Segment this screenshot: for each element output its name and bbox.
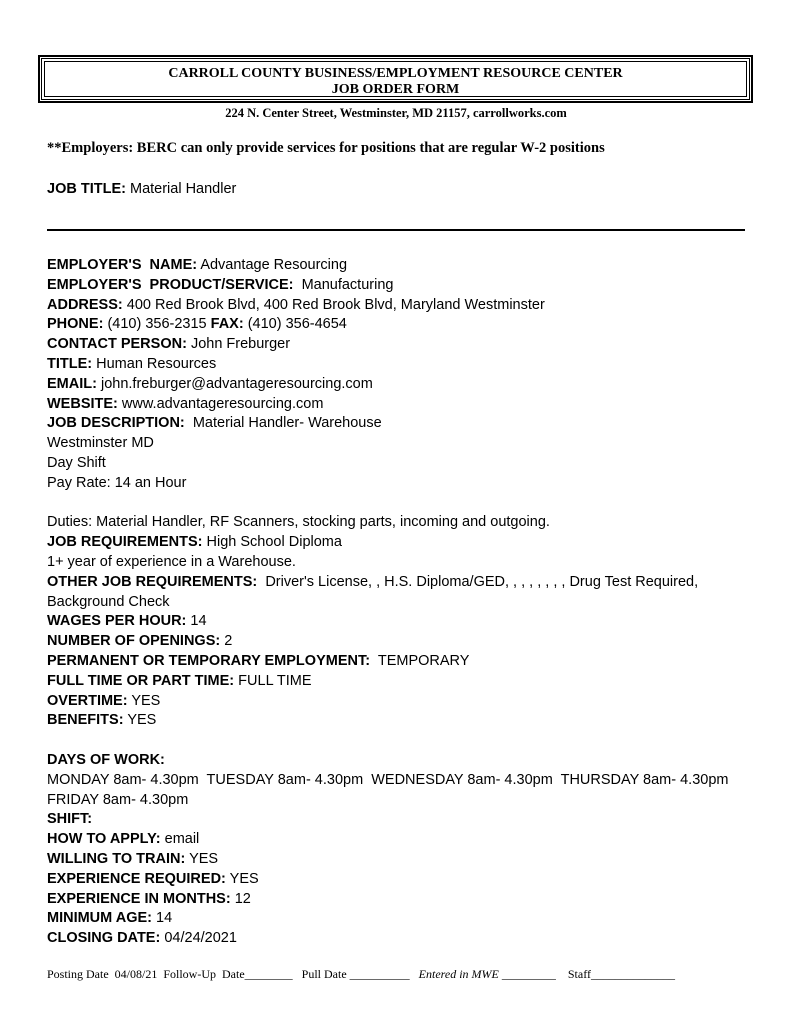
willing-to-train-value: YES xyxy=(189,850,219,867)
benefits-value: YES xyxy=(127,712,157,729)
address-row xyxy=(47,296,747,316)
other-requirements-value: Driver's License, , H.S. Diploma/GED, , , , , , , , Drug Test Required, xyxy=(265,573,699,590)
job-description-line: Pay Rate: 14 an Hour xyxy=(47,474,187,491)
experience-required-label: EXPERIENCE REQUIRED: xyxy=(47,870,226,887)
header-org-name: CARROLL COUNTY BUSINESS/EMPLOYMENT RESOURCE CENTER xyxy=(168,66,623,81)
job-title-value: Material Handler xyxy=(129,181,237,197)
wages-value: 14 xyxy=(190,613,207,630)
benefits-row xyxy=(47,711,747,731)
experience-months-row xyxy=(47,890,747,910)
shift-row xyxy=(47,810,747,830)
divider xyxy=(47,229,745,231)
openings-value: 2 xyxy=(224,633,233,650)
phone-label: PHONE: xyxy=(47,316,104,333)
minimum-age-value: 14 xyxy=(156,910,173,927)
how-to-apply-label: HOW TO APPLY: xyxy=(47,831,161,848)
other-requirements-label: OTHER JOB REQUIREMENTS: xyxy=(47,573,258,590)
contact-row xyxy=(47,335,747,355)
job-description-label: JOB DESCRIPTION: xyxy=(47,415,185,432)
header-address: 224 N. Center Street, Westminster, MD 21157, carrollworks.com xyxy=(225,106,567,120)
header-title-block xyxy=(44,61,747,97)
minimum-age-label: MINIMUM AGE: xyxy=(47,910,152,927)
days-of-work-line1: MONDAY 8am- 4.30pm TUESDAY 8am- 4.30pm WEDNESDAY 8am- 4.30pm THURSDAY 8am- 4.30pm xyxy=(47,771,729,788)
openings-row xyxy=(47,632,747,652)
employer-product-row xyxy=(47,276,747,296)
duties-line: Duties: Material Handler, RF Scanners, stocking parts, incoming and outgoing. xyxy=(47,514,550,531)
wages-row xyxy=(47,612,747,632)
full-time-label: FULL TIME OR PART TIME: xyxy=(47,672,235,689)
footer-tracking-line xyxy=(47,967,675,982)
entered-in-mwe-label: Entered in MWE xyxy=(418,967,499,981)
overtime-value: YES xyxy=(131,692,161,709)
employer-name-row xyxy=(47,256,747,276)
job-title-label: JOB TITLE: xyxy=(47,181,126,197)
days-of-work-line2: FRIDAY 8am- 4.30pm xyxy=(47,791,189,808)
fax-value: (410) 356-4654 xyxy=(247,316,347,333)
experience-months-value: 12 xyxy=(234,890,251,907)
fax-label: FAX: xyxy=(210,316,244,333)
entered-in-mwe-blank: _________ xyxy=(501,967,556,981)
website-row xyxy=(47,395,747,415)
employment-type-label: PERMANENT OR TEMPORARY EMPLOYMENT: xyxy=(47,652,371,669)
title-value: Human Resources xyxy=(96,355,217,372)
employer-product-value: Manufacturing xyxy=(301,276,394,293)
employment-type-row xyxy=(47,652,747,672)
openings-label: NUMBER OF OPENINGS: xyxy=(47,633,221,650)
phone-row xyxy=(47,315,747,335)
job-title-line xyxy=(47,181,236,197)
spacer xyxy=(47,494,747,514)
job-requirements-value: High School Diploma xyxy=(206,534,342,551)
full-time-value: FULL TIME xyxy=(238,672,312,689)
employment-type-value: TEMPORARY xyxy=(377,652,470,669)
how-to-apply-row xyxy=(47,830,747,850)
posting-date-label: Posting Date xyxy=(47,967,109,981)
job-order-fields xyxy=(47,256,747,949)
contact-value: John Freburger xyxy=(190,336,291,353)
overtime-row xyxy=(47,692,747,712)
website-label: WEBSITE: xyxy=(47,395,118,412)
follow-up-date: Follow-Up Date________ xyxy=(163,967,293,981)
staff-field: Staff______________ xyxy=(567,967,675,981)
address-value: 400 Red Brook Blvd, 400 Red Brook Blvd, Maryland Westminster xyxy=(126,296,545,313)
other-requirements-line2: Background Check xyxy=(47,593,170,610)
employer-product-label: EMPLOYER'S PRODUCT/SERVICE: xyxy=(47,276,294,293)
job-requirements-row xyxy=(47,533,747,553)
phone-value: (410) 356-2315 xyxy=(107,316,207,333)
job-description-row xyxy=(47,414,747,434)
closing-date-label: CLOSING DATE: xyxy=(47,930,161,947)
posting-date-value: 04/08/21 xyxy=(114,967,158,981)
title-row xyxy=(47,355,747,375)
job-requirements-line2: 1+ year of experience in a Warehouse. xyxy=(47,553,296,570)
closing-date-value: 04/24/2021 xyxy=(164,930,237,947)
contact-label: CONTACT PERSON: xyxy=(47,336,187,353)
pull-date: Pull Date __________ xyxy=(301,967,410,981)
willing-to-train-row xyxy=(47,850,747,870)
employer-notice: **Employers: BERC can only provide services for positions that are regular W-2 positions xyxy=(47,140,605,156)
website-value: www.advantageresourcing.com xyxy=(121,395,324,412)
wages-label: WAGES PER HOUR: xyxy=(47,613,187,630)
days-of-work-row xyxy=(47,751,747,771)
header-box xyxy=(39,56,752,102)
experience-months-label: EXPERIENCE IN MONTHS: xyxy=(47,890,231,907)
other-requirements-row xyxy=(47,573,747,593)
minimum-age-row xyxy=(47,909,747,929)
email-value: john.freburger@advantageresourcing.com xyxy=(100,375,373,392)
overtime-label: OVERTIME: xyxy=(47,692,128,709)
benefits-label: BENEFITS: xyxy=(47,712,124,729)
closing-date-row xyxy=(47,929,747,949)
how-to-apply-value: email xyxy=(164,831,200,848)
email-label: EMAIL: xyxy=(47,375,97,392)
address-label: ADDRESS: xyxy=(47,296,123,313)
job-requirements-label: JOB REQUIREMENTS: xyxy=(47,534,203,551)
job-description-line: Westminster MD xyxy=(47,435,154,452)
days-of-work-label: DAYS OF WORK: xyxy=(47,751,165,768)
employer-name-value: Advantage Resourcing xyxy=(200,257,348,273)
spacer xyxy=(47,731,747,751)
experience-required-row xyxy=(47,870,747,890)
shift-label: SHIFT: xyxy=(47,811,93,828)
employer-name-label: EMPLOYER'S NAME: xyxy=(47,257,198,273)
full-time-row xyxy=(47,672,747,692)
willing-to-train-label: WILLING TO TRAIN: xyxy=(47,850,186,867)
title-label: TITLE: xyxy=(47,355,93,372)
email-row xyxy=(47,375,747,395)
job-description-line: Day Shift xyxy=(47,454,106,471)
job-description-line: Material Handler- Warehouse xyxy=(192,415,382,432)
header-form-name: JOB ORDER FORM xyxy=(331,82,460,97)
experience-required-value: YES xyxy=(229,870,259,887)
